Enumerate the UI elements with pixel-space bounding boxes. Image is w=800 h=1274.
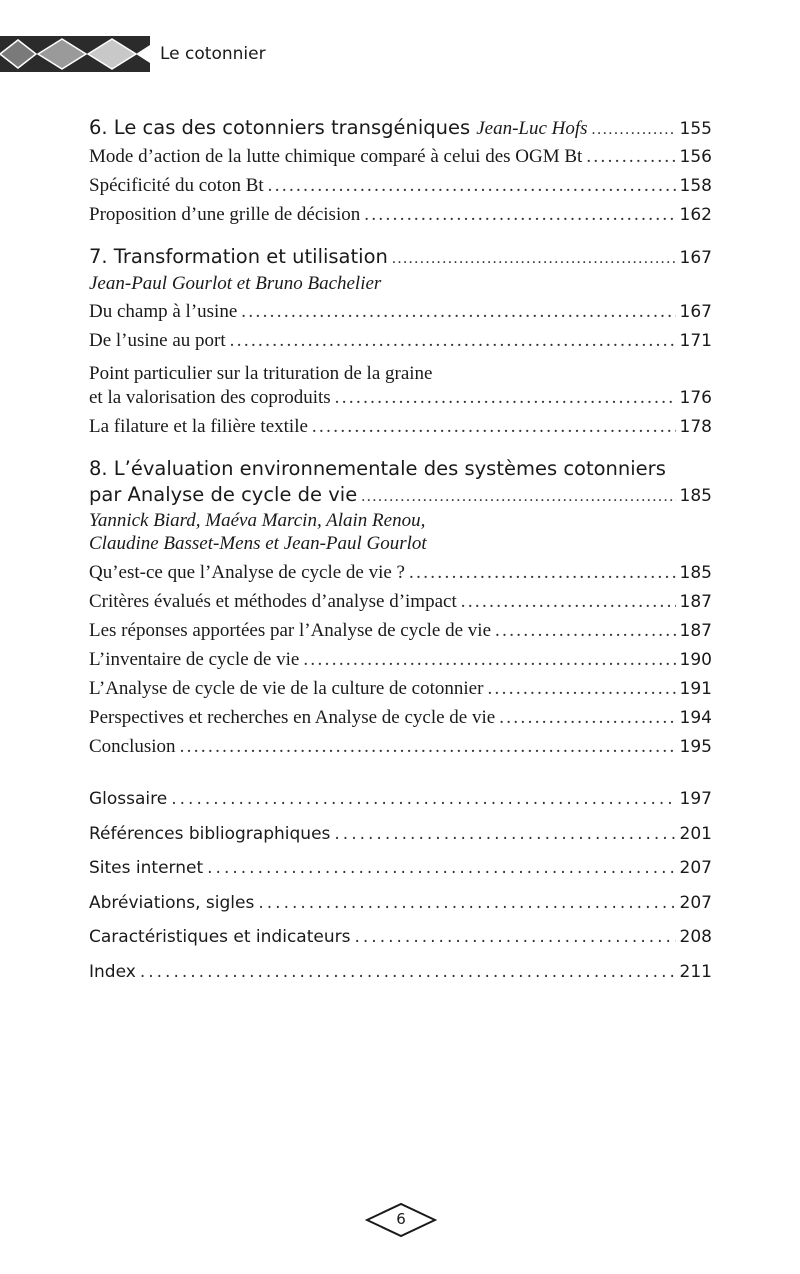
page-number-label: 6	[396, 1210, 406, 1228]
toc-backmatter-index[interactable]: Index . . . 211	[89, 962, 712, 997]
section-title: 6. Le cas des cotonniers transgéniques	[89, 116, 471, 139]
toc-section-6[interactable]	[89, 116, 712, 143]
section-authors: Yannick Biard, Maéva Marcin, Alain Renou,	[89, 510, 426, 531]
section-title: 7. Transformation et utilisation	[89, 245, 388, 268]
toc-backmatter-caracteristiques[interactable]: Caractéristiques et indicateurs . . . 208	[89, 927, 712, 962]
toc-section-8[interactable]: par Analyse de cycle de vie . . . 185	[89, 483, 712, 509]
toc-entry[interactable]: Mode d’action de la lutte chimique comparé à celui des OGM Bt . . . 156	[89, 146, 712, 175]
toc-entry[interactable]: Perspectives et recherches en Analyse de cycle de vie . . . 194	[89, 707, 712, 736]
toc-entry[interactable]: De l’usine au port . . . 171	[89, 330, 712, 359]
section-authors: Claudine Basset-Mens et Jean-Paul Gourlot	[89, 533, 427, 554]
toc-entry[interactable]: et la valorisation des coproduits . . . 176	[89, 387, 712, 416]
table-of-contents	[89, 116, 712, 996]
header-diamond-band	[0, 36, 150, 72]
toc-entry[interactable]: Les réponses apportées par l’Analyse de cycle de vie . . . 187	[89, 620, 712, 649]
toc-section-7[interactable]: 7. Transformation et utilisation . . . 167	[89, 245, 712, 272]
running-header-title: Le cotonnier	[160, 44, 266, 64]
toc-backmatter-glossaire[interactable]: Glossaire . . . 197	[89, 789, 712, 824]
section-authors: Jean-Paul Gourlot et Bruno Bachelier	[89, 273, 382, 294]
toc-entry[interactable]: L’inventaire de cycle de vie . . . 190	[89, 649, 712, 678]
toc-entry[interactable]: L’Analyse de cycle de vie de la culture de cotonnier . . . 191	[89, 678, 712, 707]
page-number: 155	[679, 119, 712, 139]
toc-entry[interactable]: Spécificité du coton Bt . . . 158	[89, 175, 712, 204]
section-title-line: 8. L’évaluation environnementale des systèmes cotonniers	[89, 457, 666, 480]
toc-entry[interactable]: Conclusion . . . 195	[89, 736, 712, 765]
toc-entry[interactable]: Qu’est-ce que l’Analyse de cycle de vie ? . . . 185	[89, 562, 712, 591]
toc-entry-line: Point particulier sur la trituration de la graine	[89, 363, 433, 384]
toc-entry[interactable]: Du champ à l’usine . . . 167	[89, 301, 712, 330]
footer-page-number	[365, 1202, 437, 1238]
leader-dots	[592, 121, 676, 139]
toc-backmatter-references[interactable]: Références bibliographiques . . . 201	[89, 824, 712, 859]
toc-backmatter-sites[interactable]: Sites internet . . . 207	[89, 858, 712, 893]
toc-entry[interactable]: Critères évalués et méthodes d’analyse d’impact . . . 187	[89, 591, 712, 620]
toc-backmatter-abreviations[interactable]: Abréviations, sigles . . . 207	[89, 893, 712, 928]
toc-entry[interactable]: Proposition d’une grille de décision . . . 162	[89, 204, 712, 233]
section-title: par Analyse de cycle de vie	[89, 483, 358, 506]
toc-entry[interactable]: La filature et la filière textile . . . 178	[89, 416, 712, 445]
section-author: Jean-Luc Hofs	[476, 118, 588, 139]
